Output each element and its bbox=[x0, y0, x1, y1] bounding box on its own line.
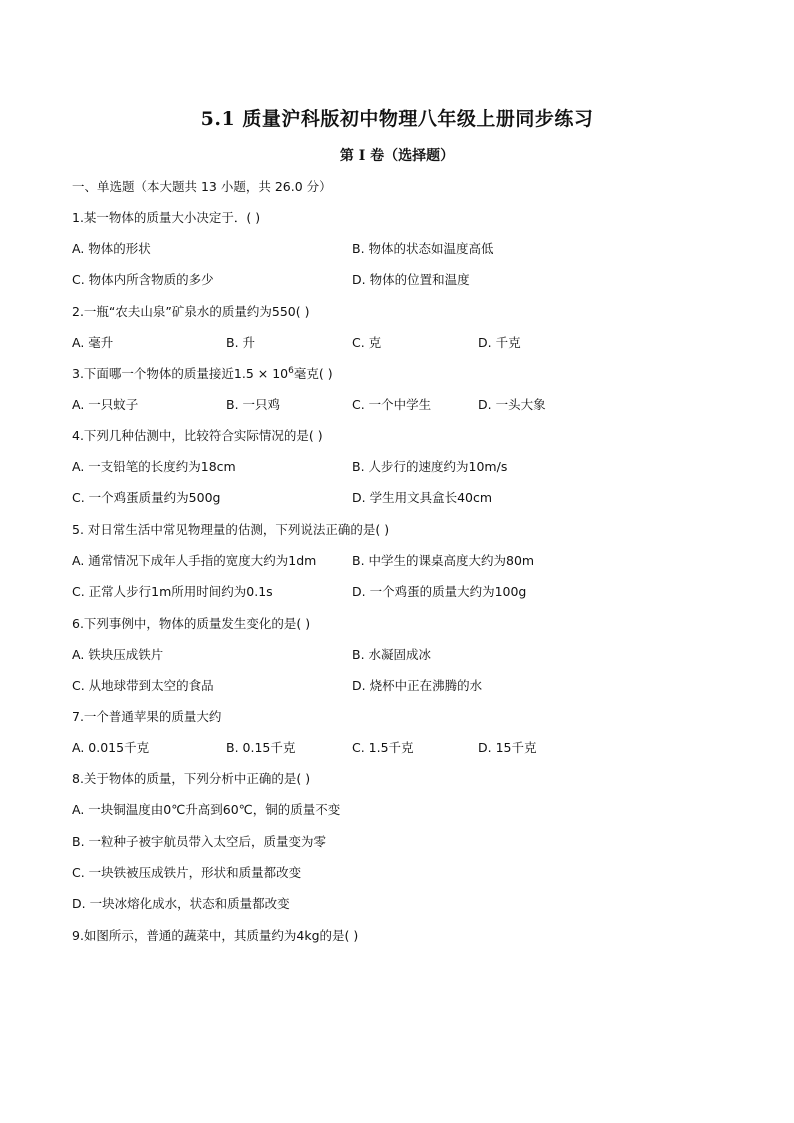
paper-part-title: 第 I 卷（选择题） bbox=[339, 148, 455, 164]
question-5-option-d: D. 一个鸡蛋的质量大约为100g bbox=[352, 584, 527, 599]
question-4-option-b: B. 人步行的速度约为10m/s bbox=[352, 459, 508, 474]
question-3-option-b: B. 一只鸡 bbox=[226, 397, 281, 412]
question-3-option-c: C. 一个中学生 bbox=[352, 397, 432, 412]
question-8-stem: 8.关于物体的质量，下列分析中正确的是( ) bbox=[72, 771, 311, 786]
question-7-option-a: A. 0.015千克 bbox=[72, 740, 150, 755]
question-4-option-a: A. 一支铅笔的长度约为18cm bbox=[72, 459, 236, 474]
question-4-option-d: D. 学生用文具盒长40cm bbox=[352, 490, 493, 505]
question-7-option-c: C. 1.5千克 bbox=[352, 740, 414, 755]
question-3-stem-suffix: 毫克( ) bbox=[293, 366, 333, 381]
question-6-option-d: D. 烧杯中正在沸腾的水 bbox=[352, 678, 483, 693]
question-9-stem: 9.如图所示，普通的蔬菜中，其质量约为4kg的是( ) bbox=[72, 928, 359, 943]
question-3-stem bbox=[72, 364, 333, 382]
question-4-option-c: C. 一个鸡蛋质量约为500g bbox=[72, 490, 221, 505]
question-3-option-d: D. 一头大象 bbox=[478, 397, 546, 412]
question-1-option-d: D. 物体的位置和温度 bbox=[352, 272, 470, 287]
question-6-option-c: C. 从地球带到太空的食品 bbox=[72, 678, 214, 693]
question-3-stem-exponent: 6 bbox=[288, 365, 294, 376]
question-2-option-b: B. 升 bbox=[226, 335, 256, 350]
question-2-stem: 2.一瓶“农夫山泉”矿泉水的质量约为550( ) bbox=[72, 304, 310, 319]
question-7-stem: 7.一个普通苹果的质量大约 bbox=[72, 709, 222, 724]
question-1-option-c: C. 物体内所含物质的多少 bbox=[72, 272, 214, 287]
question-7-option-d: D. 15千克 bbox=[478, 740, 537, 755]
question-4-stem: 4.下列几种估测中，比较符合实际情况的是( ) bbox=[72, 428, 323, 443]
question-8-option-d: D. 一块冰熔化成水，状态和质量都改变 bbox=[72, 896, 290, 911]
question-5-option-b: B. 中学生的课桌高度大约为80m bbox=[352, 553, 535, 568]
question-8-option-b: B. 一粒种子被宇航员带入太空后，质量变为零 bbox=[72, 834, 327, 849]
section-heading: 一、单选题（本大题共 13 小题，共 26.0 分） bbox=[72, 179, 332, 194]
question-8-option-a: A. 一块铜温度由0℃升高到60℃，铜的质量不变 bbox=[72, 802, 341, 817]
question-1-stem: 1.某一物体的质量大小决定于．( ) bbox=[72, 210, 261, 225]
question-1-option-b: B. 物体的状态如温度高低 bbox=[352, 241, 494, 256]
question-2-option-d: D. 千克 bbox=[478, 335, 521, 350]
question-5-option-c: C. 正常人步行1m所用时间约为0.1s bbox=[72, 584, 273, 599]
question-2-option-a: A. 毫升 bbox=[72, 335, 114, 350]
page-title: 5.1 质量沪科版初中物理八年级上册同步练习 bbox=[200, 108, 594, 130]
question-2-option-c: C. 克 bbox=[352, 335, 382, 350]
question-8-option-c: C. 一块铁被压成铁片，形状和质量都改变 bbox=[72, 865, 302, 880]
question-6-option-b: B. 水凝固成冰 bbox=[352, 647, 432, 662]
question-6-option-a: A. 铁块压成铁片 bbox=[72, 647, 164, 662]
question-5-stem: 5. 对日常生活中常见物理量的估测，下列说法正确的是( ) bbox=[72, 522, 390, 537]
question-3-stem-prefix: 3.下面哪一个物体的质量接近1.5 × 10 bbox=[72, 366, 289, 381]
question-5-option-a: A. 通常情况下成年人手指的宽度大约为1dm bbox=[72, 553, 317, 568]
question-7-option-b: B. 0.15千克 bbox=[226, 740, 296, 755]
question-1-option-a: A. 物体的形状 bbox=[72, 241, 151, 256]
question-3-option-a: A. 一只蚊子 bbox=[72, 397, 139, 412]
question-6-stem: 6.下列事例中，物体的质量发生变化的是( ) bbox=[72, 616, 311, 631]
